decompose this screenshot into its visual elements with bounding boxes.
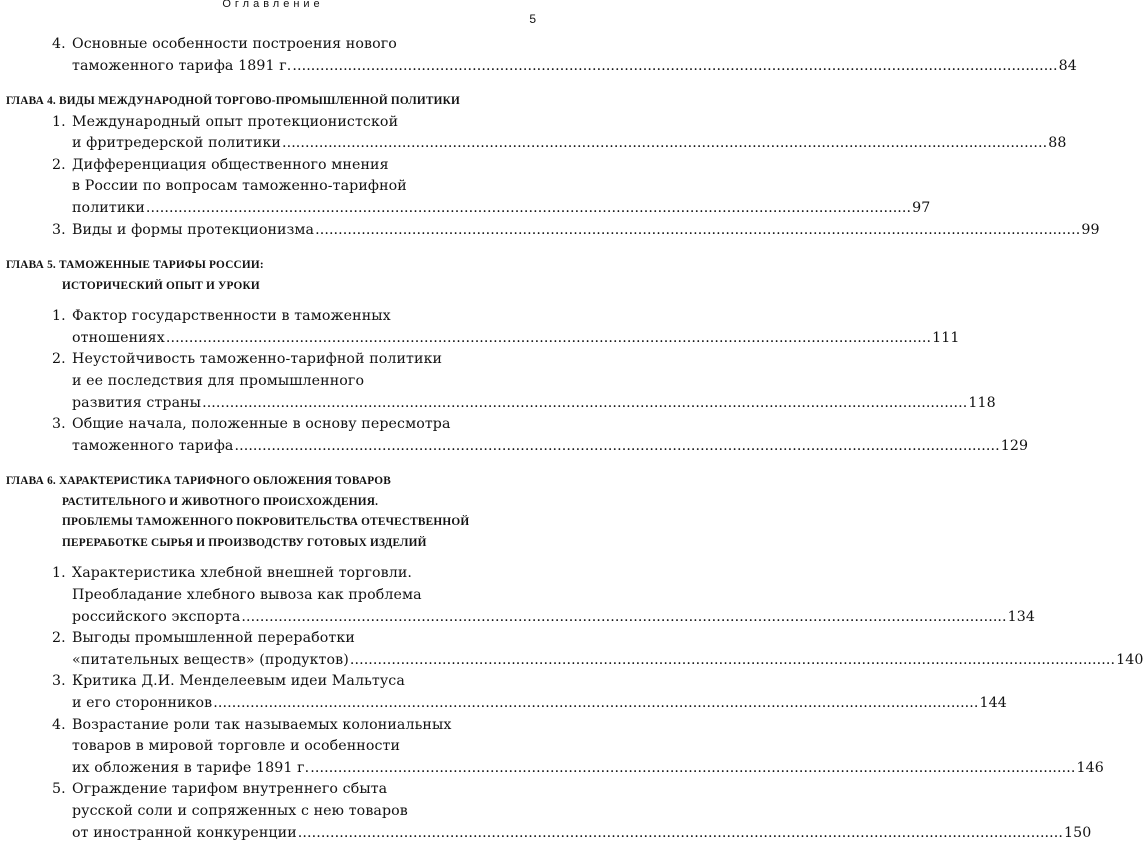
toc-entry bbox=[52, 414, 1029, 457]
toc-entry bbox=[52, 349, 996, 414]
chapter-heading-line: ПРОБЛЕМЫ ТАМОЖЕННОГО ПОКРОВИТЕЛЬСТВА ОТЕЧЕСТВЕННОЙ bbox=[62, 516, 470, 529]
entry-text-line: русской соли и сопряженных с нею товаров bbox=[72, 802, 408, 819]
entry-page-number: 144 bbox=[979, 694, 1007, 711]
entry-page-number: 118 bbox=[968, 394, 996, 411]
dot-leader: ...................................................................................................................................................................... bbox=[202, 394, 968, 411]
entry-text-line: Возрастание роли так называемых колониальных bbox=[72, 716, 452, 733]
toc-entry bbox=[52, 306, 960, 349]
entry-page-number: 84 bbox=[1058, 57, 1077, 74]
entry-number: 1. bbox=[52, 565, 66, 582]
chapter-heading-6 bbox=[6, 471, 526, 553]
entry-text-line: Общие начала, положенные в основу пересмотра bbox=[72, 416, 451, 433]
entry-text-line: и фритредерской политики bbox=[72, 135, 281, 152]
chapter-heading-line: ИСТОРИЧЕСКИЙ ОПЫТ И УРОКИ bbox=[62, 279, 260, 292]
entry-text-line: таможенного тарифа bbox=[72, 437, 234, 454]
entry-number: 3. bbox=[52, 416, 66, 433]
entry-text-line: Основные особенности построения нового bbox=[72, 36, 397, 52]
toc-entry bbox=[52, 715, 1104, 780]
entry-number: 1. bbox=[52, 308, 66, 325]
entry-text-line: «питательных веществ» (продуктов) bbox=[72, 651, 349, 668]
entry-text-line: Фактор государственности в таможенных bbox=[72, 308, 391, 325]
entry-text-line: Дифференциация общественного мнения bbox=[72, 156, 389, 173]
chapter-heading-line: ГЛАВА 5. ТАМОЖЕННЫЕ ТАРИФЫ РОССИИ: bbox=[6, 259, 264, 272]
chapter-heading-line: ГЛАВА 6. ХАРАКТЕРИСТИКА ТАРИФНОГО ОБЛОЖЕНИЯ ТОВАРОВ bbox=[6, 475, 391, 488]
entry-page-number: 134 bbox=[1007, 608, 1036, 625]
entry-page-number: 150 bbox=[1064, 824, 1092, 841]
entry-text-line: от иностранной конкуренции bbox=[72, 824, 297, 841]
running-head: Оглавление bbox=[222, 0, 324, 10]
dot-leader: ...................................................................................................................................................................... bbox=[234, 437, 1000, 454]
entry-text-line: политики bbox=[72, 200, 145, 217]
dot-leader: ...................................................................................................................................................................... bbox=[297, 824, 1063, 841]
entry-text-line: их обложения в тарифе 1891 г. bbox=[72, 759, 310, 776]
dot-leader: ...................................................................................................................................................................... bbox=[292, 57, 1058, 74]
toc-entry bbox=[52, 671, 1007, 714]
entry-text-line: в России по вопросам таможенно-тарифной bbox=[72, 178, 407, 195]
entry-number: 3. bbox=[52, 221, 66, 238]
dot-leader: ...................................................................................................................................................................... bbox=[281, 135, 1048, 152]
entry-text-line: таможенного тарифа 1891 г. bbox=[72, 57, 292, 74]
toc-entry bbox=[52, 628, 1143, 671]
entry-text-line: Неустойчивость таможенно-тарифной политики bbox=[72, 351, 443, 368]
entry-number: 1. bbox=[52, 113, 66, 130]
entry-text-line: товаров в мировой торговле и особенности bbox=[72, 738, 401, 755]
entry-number: 4. bbox=[52, 36, 66, 52]
chapter-heading-5 bbox=[6, 255, 526, 296]
dot-leader: ...................................................................................................................................................................... bbox=[310, 759, 1076, 776]
entry-text-line: и ее последствия для промышленного bbox=[72, 373, 365, 390]
entry-text-line: Выгоды промышленной переработки bbox=[72, 630, 355, 647]
entry-number: 4. bbox=[52, 716, 66, 733]
entry-text-line: Виды и формы протекционизма bbox=[72, 221, 315, 238]
toc-entry bbox=[52, 220, 1100, 242]
toc-entry bbox=[52, 34, 1077, 77]
dot-leader: ...................................................................................................................................................................... bbox=[145, 200, 912, 217]
entry-number: 3. bbox=[52, 673, 66, 690]
toc-entry bbox=[52, 563, 1036, 628]
entry-page-number: 97 bbox=[912, 200, 931, 217]
entry-number: 2. bbox=[52, 351, 66, 368]
entry-page-number: 140 bbox=[1116, 651, 1143, 668]
entry-page-number: 99 bbox=[1081, 221, 1100, 238]
entry-text-line: Преобладание хлебного вывоза как проблема bbox=[72, 587, 422, 603]
table-of-contents bbox=[0, 34, 1143, 844]
toc-entry bbox=[52, 155, 931, 220]
entry-text-line: и его сторонников bbox=[72, 694, 213, 711]
toc-entry bbox=[52, 112, 1067, 155]
chapter-heading-line: ГЛАВА 4. ВИДЫ МЕЖДУНАРОДНОЙ ТОРГОВО-ПРОМЫШЛЕННОЙ ПОЛИТИКИ bbox=[6, 95, 460, 108]
dot-leader: ...................................................................................................................................................................... bbox=[315, 221, 1081, 238]
entry-page-number: 129 bbox=[1000, 437, 1029, 454]
entry-number: 2. bbox=[52, 156, 66, 173]
entry-number: 2. bbox=[52, 630, 66, 647]
entry-text-line: российского экспорта bbox=[72, 608, 241, 625]
page-number: 5 bbox=[529, 12, 536, 26]
entry-text-line: отношениях bbox=[72, 329, 165, 346]
entry-page-number: 88 bbox=[1048, 135, 1067, 152]
dot-leader: ...................................................................................................................................................................... bbox=[165, 329, 932, 346]
entry-text-line: Международный опыт протекционистской bbox=[72, 113, 399, 130]
entry-text-line: Ограждение тарифом внутреннего сбыта bbox=[72, 781, 388, 798]
entry-text-line: Характеристика хлебной внешней торговли. bbox=[72, 565, 413, 582]
chapter-heading-line: ПЕРЕРАБОТКЕ СЫРЬЯ И ПРОИЗВОДСТВУ ГОТОВЫХ ИЗДЕЛИЙ bbox=[62, 536, 427, 549]
chapter-heading-line: РАСТИТЕЛЬНОГО И ЖИВОТНОГО ПРОИСХОЖДЕНИЯ. bbox=[62, 495, 379, 508]
dot-leader: ...................................................................................................................................................................... bbox=[349, 651, 1116, 668]
dot-leader: ...................................................................................................................................................................... bbox=[213, 694, 979, 711]
entry-text-line: Критика Д.И. Менделеевым идеи Мальтуса bbox=[72, 673, 405, 690]
entry-page-number: 146 bbox=[1076, 759, 1104, 776]
entry-text-line: развития страны bbox=[72, 394, 202, 411]
dot-leader: ...................................................................................................................................................................... bbox=[241, 608, 1007, 625]
toc-entry bbox=[52, 779, 1092, 844]
entry-page-number: 111 bbox=[932, 329, 960, 346]
entry-number: 5. bbox=[52, 781, 66, 798]
chapter-heading-4 bbox=[6, 91, 526, 112]
